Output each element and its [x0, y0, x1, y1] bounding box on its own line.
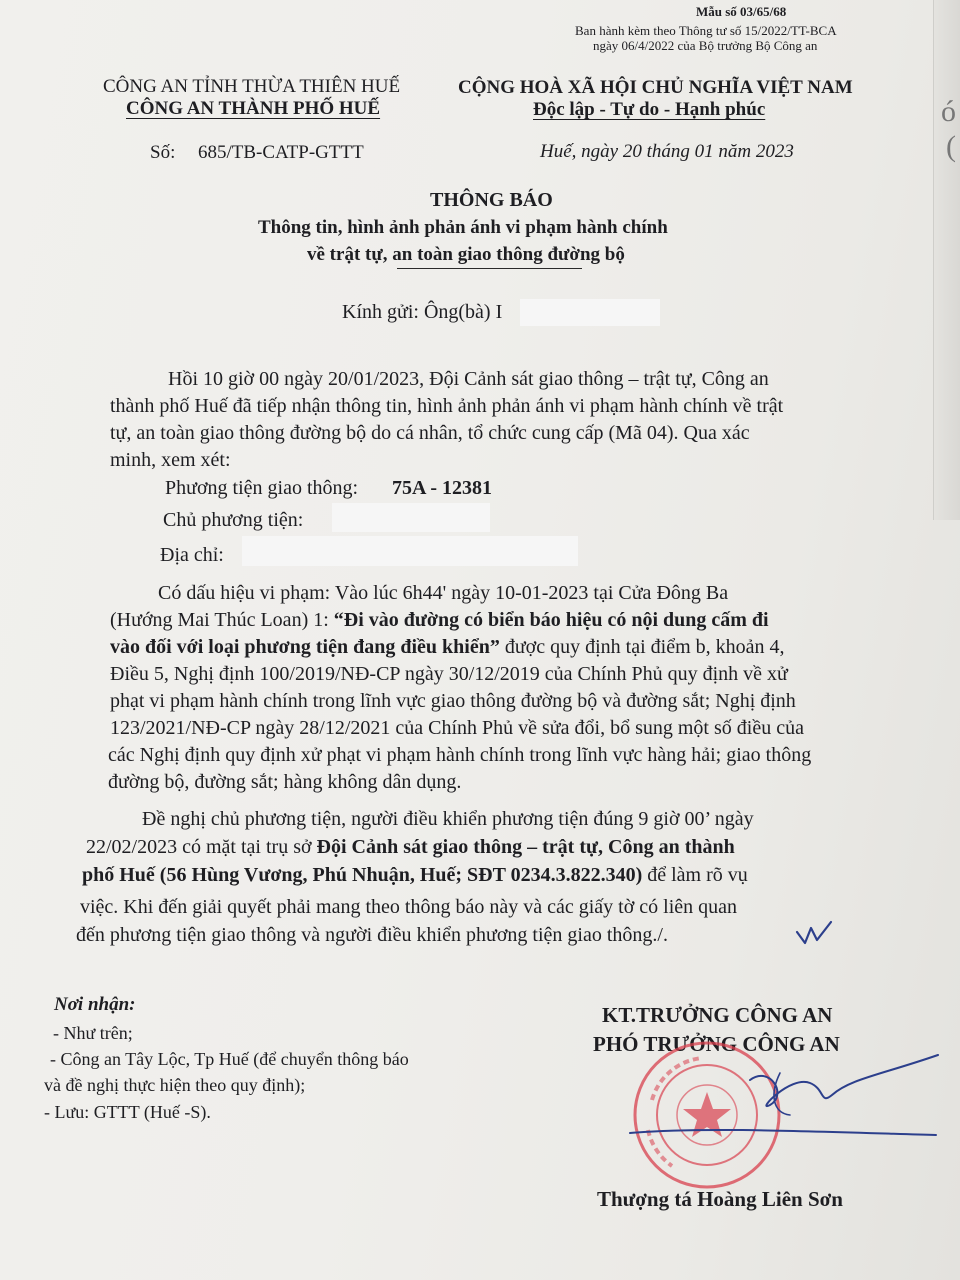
- paragraph-line: tự, an toàn giao thông đường bộ do cá nhân, tổ chức cung cấp (Mã 04). Qua xác: [110, 422, 750, 444]
- form-issued-date: ngày 06/4/2022 của Bộ trưởng Bộ Công an: [593, 38, 818, 53]
- agency-name: CÔNG AN THÀNH PHỐ HUẾ: [126, 98, 381, 119]
- request-line: phố Huế (56 Hùng Vương, Phú Nhuận, Huế; SĐT 0234.3.822.340) để làm rõ vụ: [82, 864, 748, 886]
- request-line: việc. Khi đến giải quyết phải mang theo thông báo này và các giấy tờ có liên quan: [80, 896, 738, 918]
- recipients-label: Nơi nhận:: [54, 994, 136, 1015]
- violation-line: Có dấu hiệu vi phạm: Vào lúc 6h44' ngày 10-01-2023 tại Cửa Đông Ba: [158, 582, 729, 604]
- redacted-owner: [332, 503, 490, 532]
- place-and-date: Huế, ngày 20 tháng 01 năm 2023: [540, 141, 794, 162]
- addressee: Kính gửi: Ông(bà) I: [342, 301, 503, 323]
- violation-line: Điều 5, Nghị định 100/2019/NĐ-CP ngày 30/12/2019 của Chính Phủ quy định về xử: [110, 663, 788, 685]
- signature-title-line1: KT.TRƯỞNG CÔNG AN: [602, 1003, 833, 1027]
- recipient-item: và đề nghị thực hiện theo quy định);: [44, 1075, 306, 1095]
- nation-name: CỘNG HOÀ XÃ HỘI CHỦ NGHĨA VIỆT NAM: [458, 77, 853, 98]
- document-number: 685/TB-CATP-GTTT: [198, 142, 364, 163]
- paragraph-line: thành phố Huế đã tiếp nhận thông tin, hình ảnh phản ánh vi phạm hành chính về trật: [110, 395, 784, 417]
- violation-line: đường bộ, đường sắt; hàng không dân dụng.: [108, 771, 462, 793]
- recipient-item: - Lưu: GTTT (Huế -S).: [44, 1102, 211, 1122]
- request-line: đến phương tiện giao thông và người điều khiển phương tiện giao thông./.: [76, 924, 668, 946]
- paragraph-line: minh, xem xét:: [110, 449, 231, 471]
- signature-title-line2: PHÓ TRƯỞNG CÔNG AN: [593, 1032, 840, 1056]
- violation-line: phạt vi phạm hành chính trong lĩnh vực giao thông đường bộ và đường sắt; Nghị định: [110, 690, 796, 712]
- form-number: Mẫu số 03/65/68: [696, 4, 787, 19]
- notice-subtitle-line2: về trật tự, an toàn giao thông đường bộ: [307, 244, 625, 265]
- form-issued-with: Ban hành kèm theo Thông tư số 15/2022/TT-BCA: [575, 23, 837, 38]
- notice-subtitle-line1: Thông tin, hình ảnh phản ánh vi phạm hành chính: [258, 217, 668, 238]
- request-line: 22/02/2023 có mặt tại trụ sở Đội Cảnh sát giao thông – trật tự, Công an thành: [86, 836, 735, 858]
- notice-title: THÔNG BÁO: [430, 189, 553, 211]
- handwritten-signature: [620, 1035, 940, 1155]
- document-number-label: Số:: [150, 142, 176, 163]
- paragraph-line: Hồi 10 giờ 00 ngày 20/01/2023, Đội Cảnh sát giao thông – trật tự, Công an: [168, 368, 769, 390]
- owner-label: Chủ phương tiện:: [163, 509, 304, 531]
- violation-line: (Hướng Mai Thúc Loan) 1: “Đi vào đường có biển báo hiệu có nội dung cấm đi: [110, 609, 769, 631]
- redacted-address: [242, 536, 578, 566]
- nation-motto: Độc lập - Tự do - Hạnh phúc: [533, 99, 766, 120]
- request-line: Đề nghị chủ phương tiện, người điều khiển phương tiện đúng 9 giờ 00’ ngày: [142, 808, 754, 830]
- vehicle-plate: 75A - 12381: [392, 477, 492, 499]
- redacted-addressee-name: [520, 299, 660, 326]
- violation-line: vào đối với loại phương tiện đang điều khiển” được quy định tại điểm b, khoản 4,: [110, 636, 785, 658]
- check-mark-icon: [795, 918, 835, 948]
- agency-parent: CÔNG AN TỈNH THỪA THIÊN HUẾ: [103, 76, 401, 97]
- vehicle-label: Phương tiện giao thông:: [165, 477, 359, 499]
- address-label: Địa chỉ:: [160, 544, 224, 566]
- violation-line: 123/2021/NĐ-CP ngày 28/12/2021 của Chính Phủ về sửa đổi, bổ sung một số điều của: [110, 717, 804, 739]
- violation-line: các Nghị định quy định xử phạt vi phạm hành chính trong lĩnh vực hàng hải; giao thông: [108, 744, 812, 766]
- background-page-edge: ó (: [933, 0, 960, 520]
- recipient-item: - Như trên;: [53, 1023, 133, 1043]
- recipient-item: - Công an Tây Lộc, Tp Huế (để chuyển thông báo: [50, 1049, 409, 1069]
- signer-name: Thượng tá Hoàng Liên Sơn: [597, 1187, 843, 1211]
- title-underline: [397, 268, 582, 269]
